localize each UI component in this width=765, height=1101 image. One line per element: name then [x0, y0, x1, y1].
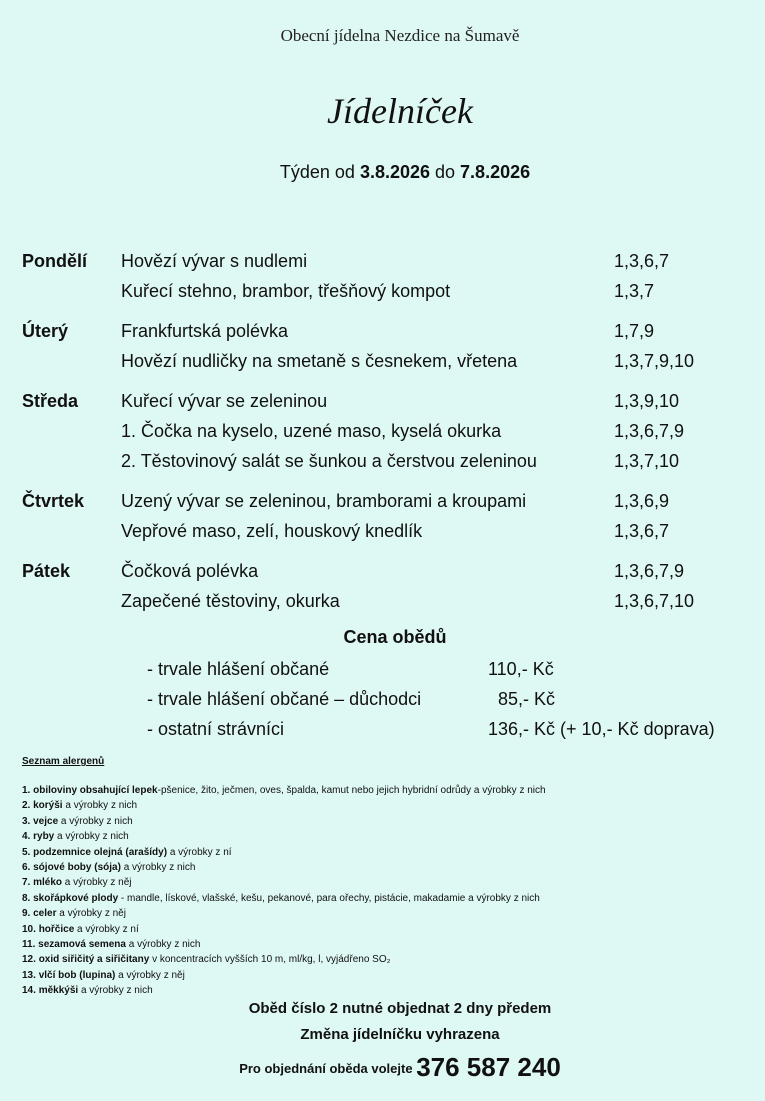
menu-row [22, 486, 752, 516]
menu-row [22, 276, 752, 306]
order-phone [0, 1052, 765, 1083]
allergen-item: 10. hořčice a výrobky z ní [22, 923, 139, 935]
dish-allergens: 1,3,7 [614, 281, 655, 301]
allergen-item: 2. korýši a výrobky z nich [22, 800, 138, 812]
price-label: - ostatní strávníci [147, 719, 285, 739]
week-to: 7.8.2026 [460, 162, 531, 182]
dish: Frankfurtská polévka [121, 321, 289, 341]
canteen-name: Obecní jídelna Nezdice na Šumavě [280, 26, 520, 45]
dish-allergens: 1,3,6,7 [614, 521, 670, 541]
menu-row [22, 346, 752, 376]
menu-row [22, 386, 752, 416]
price-value: 85,- Kč [488, 689, 556, 709]
dish-allergens: 1,3,9,10 [614, 391, 680, 411]
page-title: Jídelníček [327, 91, 473, 131]
day-tuesday [22, 316, 752, 376]
allergen-item: 4. ryby a výrobky z nich [22, 831, 129, 843]
allergen-list-title: Seznam alergenů [22, 756, 105, 767]
dish: Vepřové maso, zelí, houskový knedlík [121, 521, 423, 541]
dish: Kuřecí stehno, brambor, třešňový kompot [121, 281, 451, 301]
price-title: Cena obědů [343, 627, 447, 647]
allergen-item: 12. oxid siřičitý a siřičitany v koncentracích vyšších 10 m, ml/kg, l, vyjádřeno SO₂ [22, 954, 391, 966]
dish-allergens: 1,3,6,9 [614, 491, 670, 511]
dish: 2. Těstovinový salát se šunkou a čerstvou zeleninou [121, 451, 537, 471]
change-note: Změna jídelníčku vyhrazena [300, 1026, 500, 1043]
price-list [147, 654, 747, 744]
dish-allergens: 1,3,7,9,10 [614, 351, 695, 371]
price-row [147, 714, 747, 744]
dish: Zapečené těstoviny, okurka [121, 591, 340, 611]
day-name: Pondělí [22, 251, 88, 271]
day-monday [22, 246, 752, 306]
dish-allergens: 1,3,6,7 [614, 251, 670, 271]
dish: 1. Čočka na kyselo, uzené maso, kyselá okurka [121, 421, 502, 441]
menu-row [22, 416, 752, 446]
day-name: Úterý [22, 321, 69, 341]
dish-allergens: 1,3,6,7,10 [614, 591, 695, 611]
day-name: Pátek [22, 561, 71, 581]
day-name: Čtvrtek [22, 491, 85, 511]
dish: Uzený vývar se zeleninou, bramborami a kroupami [121, 491, 527, 511]
dish-allergens: 1,3,7,10 [614, 451, 680, 471]
menu-row [22, 246, 752, 276]
day-thursday [22, 486, 752, 546]
allergen-item: 5. podzemnice olejná (arašídy) a výrobky z ní [22, 846, 232, 858]
dish-allergens: 1,3,6,7,9 [614, 421, 685, 441]
dish-allergens: 1,3,6,7,9 [614, 561, 685, 581]
menu-row [22, 586, 752, 616]
order-text: Pro objednání oběda volejte [239, 1061, 417, 1076]
day-friday [22, 556, 752, 616]
week-range [0, 162, 765, 183]
allergen-item: 1. obiloviny obsahující lepek-pšenice, žito, ječmen, oves, špalda, kamut nebo jejich hybridní odrůdy a výrobky z nich [22, 785, 546, 796]
week-from: 3.8.2026 [359, 162, 431, 182]
dish: Čočková polévka [121, 561, 259, 581]
price-label: - trvale hlášení občané [147, 659, 330, 679]
weekly-menu [22, 246, 752, 626]
price-value: 110,- Kč [488, 659, 554, 679]
allergen-item: 9. celer a výrobky z něj [22, 908, 126, 920]
menu-row [22, 446, 752, 476]
allergen-item: 13. vlčí bob (lupina) a výrobky z něj [22, 969, 185, 981]
menu-row [22, 516, 752, 546]
price-value: 136,- Kč (+ 10,- Kč doprava) [488, 719, 715, 739]
allergen-list [22, 783, 722, 999]
dish: Kuřecí vývar se zeleninou [121, 391, 328, 411]
week-mid: do [430, 162, 461, 182]
allergen-item: 8. skořápkové plody - mandle, lískové, vlašské, kešu, pekanové, para ořechy, pistácie, makadamie a výrobky z nich [22, 892, 540, 904]
dish: Hovězí vývar s nudlemi [121, 251, 308, 271]
allergen-item: 6. sójové boby (sója) a výrobky z nich [22, 862, 196, 874]
dish-allergens: 1,7,9 [614, 321, 655, 341]
allergen-item: 7. mléko a výrobky z něj [22, 877, 132, 889]
order-note: Oběd číslo 2 nutné objednat 2 dny předem [248, 1000, 552, 1017]
week-prefix: Týden od [279, 162, 360, 182]
price-row [147, 654, 747, 684]
price-label: - trvale hlášení občané – důchodci [147, 689, 422, 709]
day-name: Středa [22, 391, 79, 411]
dish: Hovězí nudličky na smetaně s česnekem, vřetena [121, 351, 518, 371]
allergen-item: 3. vejce a výrobky z nich [22, 815, 133, 827]
menu-row [22, 316, 752, 346]
day-wednesday [22, 386, 752, 476]
allergen-item: 11. sezamová semena a výrobky z nich [22, 939, 201, 951]
menu-row [22, 556, 752, 586]
phone-number[interactable]: 376 587 240 [416, 1052, 561, 1082]
allergen-item: 14. měkkýši a výrobky z nich [22, 985, 153, 997]
price-row [147, 684, 747, 714]
